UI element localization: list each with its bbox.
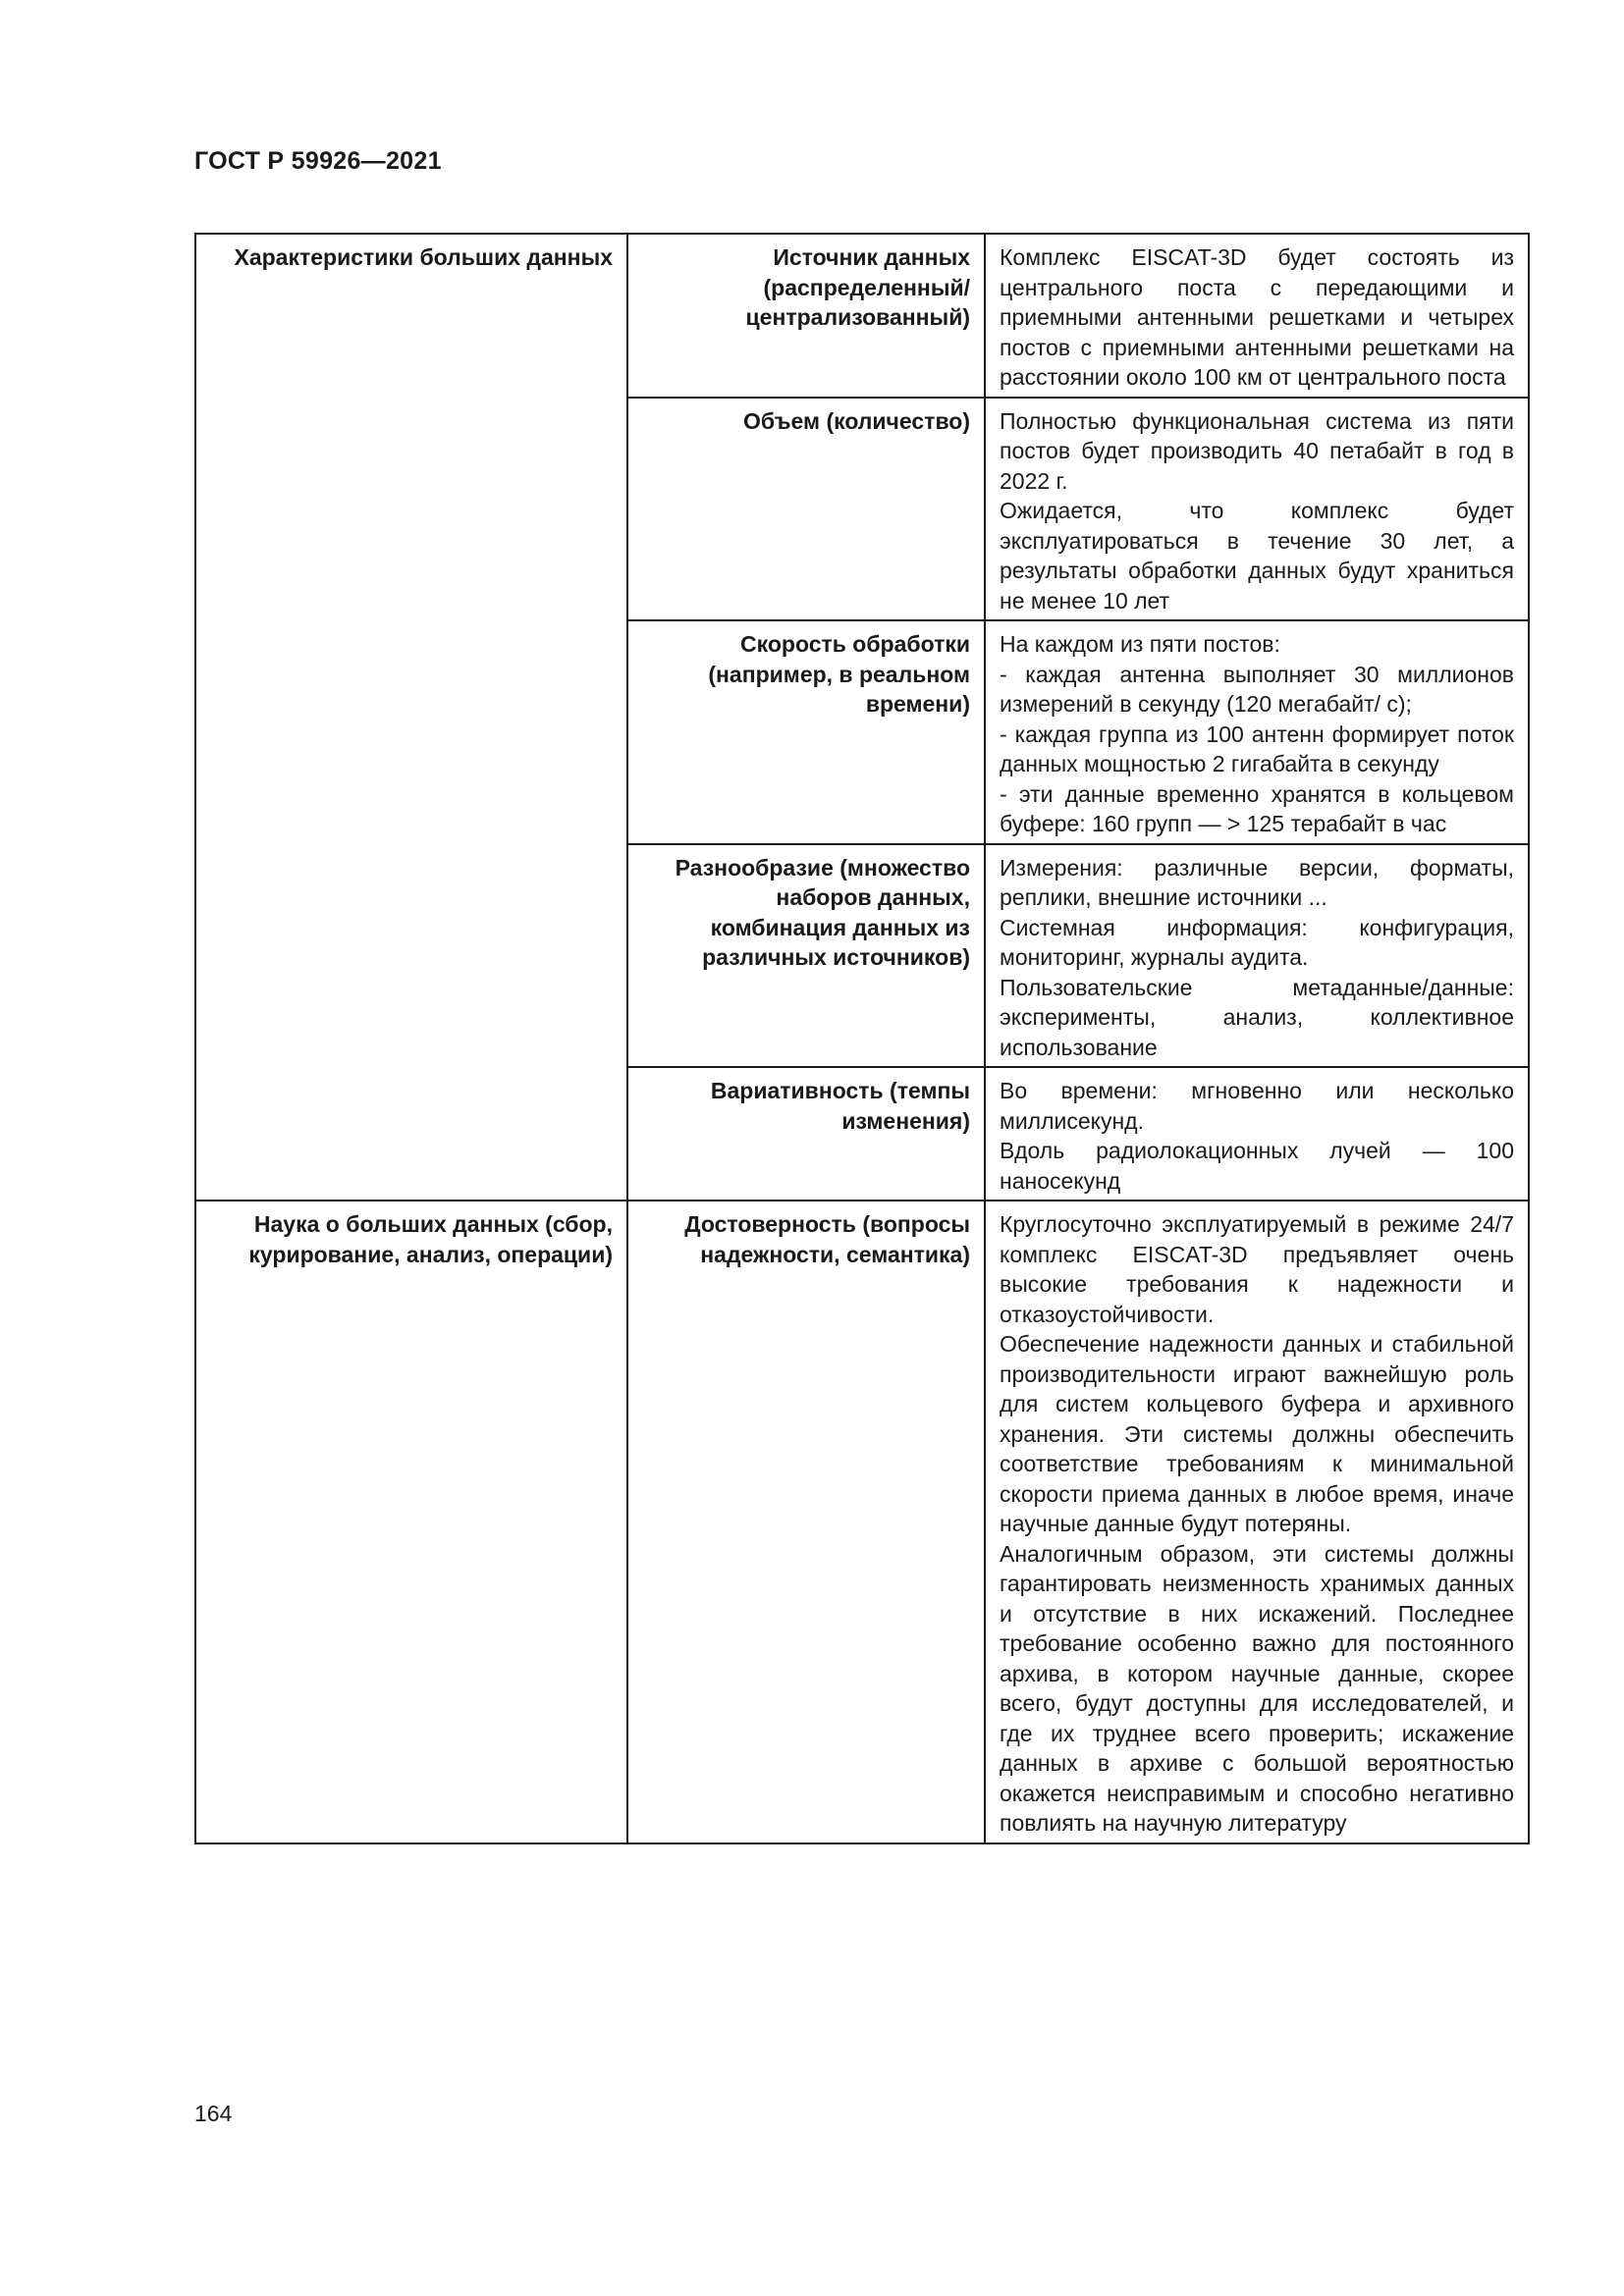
category-cell-big-data-characteristics: Характеристики больших данных [195,234,627,1201]
document-code-header: ГОСТ Р 59926—2021 [194,147,442,175]
characteristic-cell: Достоверность (вопросы надежности, семантика) [627,1201,985,1843]
table-row [195,1201,1529,1843]
description-paragraph: На каждом из пяти постов: [1000,631,1280,657]
description-cell [985,234,1529,398]
characteristic-cell: Скорость обработки (например, в реальном времени) [627,620,985,844]
description-cell [985,844,1529,1068]
description-paragraph: Аналогичным образом, эти системы должны гарантировать неизменность хранимых данных и отсутствие в них искажений. Последнее требование особенно важно для постоянного архива, в котором научные данные, скорее всего, будут доступны для исследователей, и где их труднее всего проверить; искажение данных в архиве с большой вероятностью окажется неисправимым и способно негативно повлиять на научную литературу [1000,1540,1514,1836]
page-number: 164 [194,2101,233,2126]
description-paragraph: Круглосуточно эксплуатируемый в режиме 24/7 комплекс EISCAT-3D предъявляет очень высокие требования к надежности и отказоустойчивости. [1000,1211,1514,1327]
description-paragraph: Вдоль радиолокационных лучей — 100 наносекунд [1000,1138,1514,1194]
description-paragraph: Пользовательские метаданные/данные: эксперименты, анализ, коллективное использование [1000,974,1514,1060]
characteristic-cell: Разнообразие (множество наборов данных, комбинация данных из различных источников) [627,844,985,1068]
description-paragraph: Комплекс EISCAT-3D будет состоять из центрального поста с передающими и приемными антенными решетками и четырех постов с приемными антенными решетками на расстоянии около 100 км от центрального поста [1000,244,1514,390]
description-paragraph: Ожидается, что комплекс будет эксплуатироваться в течение 30 лет, а результаты обработки данных будут храниться не менее 10 лет [1000,498,1514,614]
description-cell [985,1201,1529,1843]
description-paragraph: Полностью функциональная система из пяти постов будет производить 40 петабайт в год в 2022 г. [1000,407,1514,494]
description-cell [985,620,1529,844]
description-cell [985,398,1529,621]
description-paragraph: - эти данные временно хранятся в кольцевом буфере: 160 групп — > 125 терабайт в час [1000,780,1514,836]
description-paragraph: Системная информация: конфигурация, мониторинг, журналы аудита. [1000,914,1514,970]
characteristic-cell: Источник данных (распределенный/ централизованный) [627,234,985,398]
description-cell [985,1067,1529,1201]
characteristic-cell: Объем (количество) [627,398,985,621]
description-paragraph: - каждая антенна выполняет 30 миллионов измерений в секунду (120 мегабайт/ с); [1000,661,1514,717]
description-paragraph: - каждая группа из 100 антенн формирует поток данных мощностью 2 гигабайта в секунду [1000,721,1514,776]
description-paragraph: Обеспечение надежности данных и стабильной производительности играют важнейшую роль для систем кольцевого буфера и архивного хранения. Эти системы должны обеспечить соответствие требованиям к минимальной скорости приема данных в любое время, иначе научные данные будут потеряны. [1000,1331,1514,1536]
characteristic-cell: Вариативность (темпы изменения) [627,1067,985,1201]
table-row [195,234,1529,398]
description-paragraph: Во времени: мгновенно или несколько миллисекунд. [1000,1078,1514,1134]
category-cell-big-data-science: Наука о больших данных (сбор, курирование, анализ, операции) [195,1201,627,1843]
requirements-table [194,233,1530,1844]
description-paragraph: Измерения: различные версии, форматы, реплики, внешние источники ... [1000,854,1514,910]
